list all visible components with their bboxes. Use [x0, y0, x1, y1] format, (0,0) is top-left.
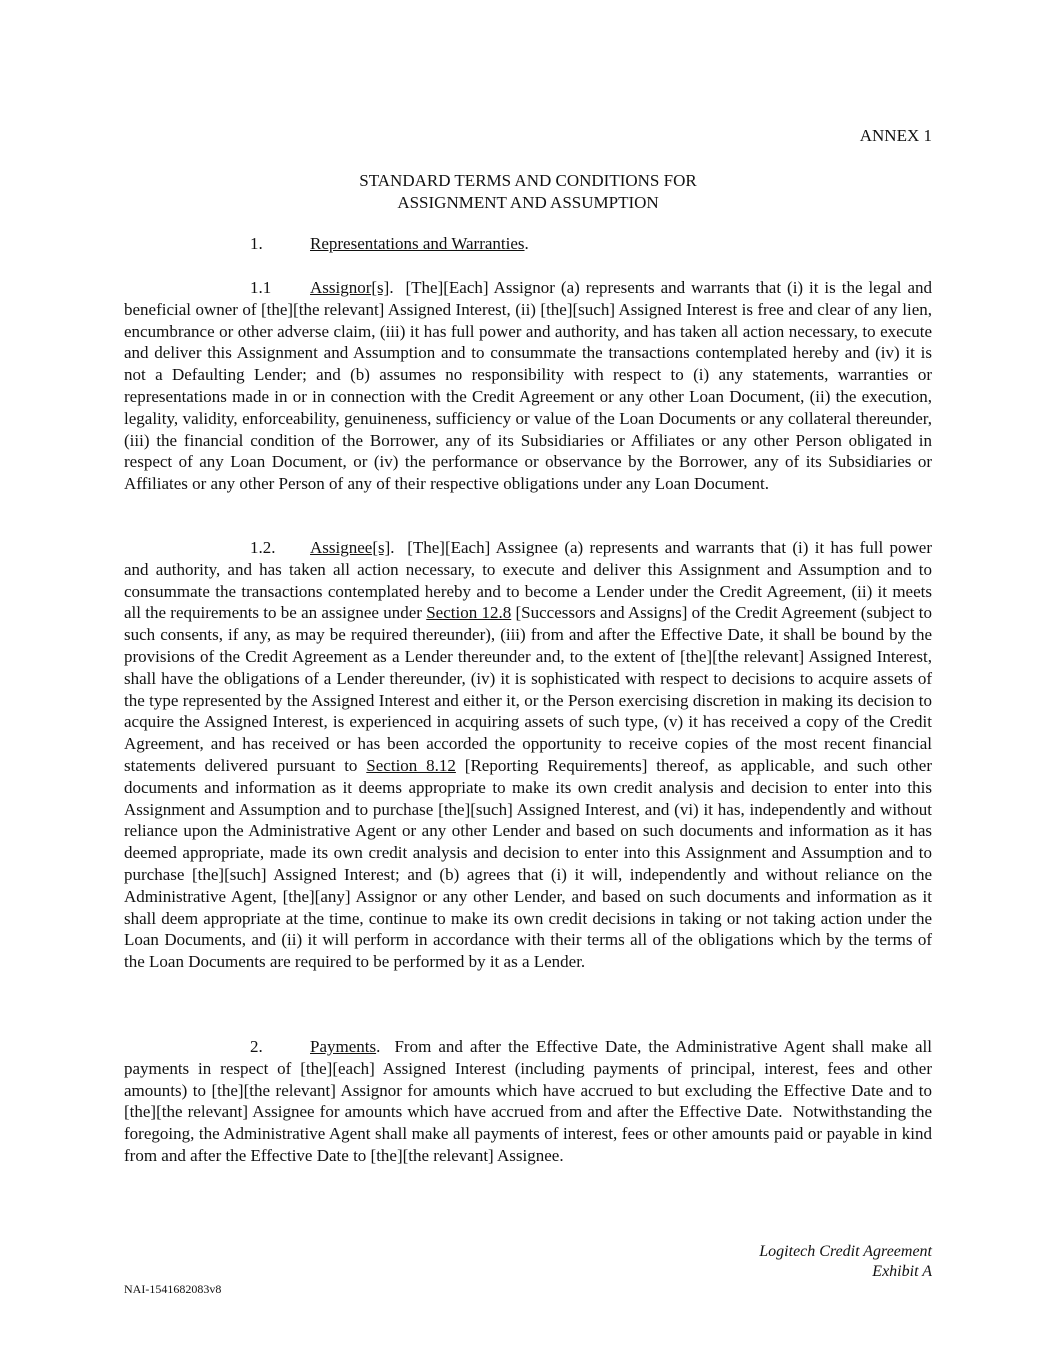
- paragraph-1-2-text-b: [Successors and Assigns] of the Credit Agreement (subject to such consents, if any, as may be required thereunder), (iii) from and after the Effective Date, it shall be bound by the provisions of the Credit Agreement as a Lender thereunder and, to the extent of [the][the relevant] Assigned Interest, shall have the obligations of a Lender thereunder, (iv) it is sophisticated with respect to decisions to acquire assets of the type represented by the Assigned Interest and either it, or the Person exercising discretion in making its decision to acquire the Assigned Interest, is experienced in acquiring assets of such type, (v) it has received a copy of the Credit Agreement, and has received or has been accorded the opportunity to receive copies of the most recent financial statements delivered pursuant to: [124, 603, 933, 775]
- document-title: [124, 170, 932, 213]
- paragraph-1-2: [124, 537, 937, 973]
- footer-agreement-label: [759, 1242, 932, 1282]
- paragraph-1-2-heading-end: .: [390, 538, 395, 557]
- footer-line-1: Logitech Credit Agreement: [759, 1243, 932, 1260]
- paragraph-1-1-number: 1.1: [250, 278, 272, 297]
- document-id: NAI-1541682083v8: [124, 1282, 222, 1296]
- title-line-1: STANDARD TERMS AND CONDITIONS FOR: [359, 171, 697, 190]
- document-page: [124, 0, 937, 1365]
- paragraph-2: [124, 1036, 937, 1167]
- paragraph-2-number: 2.: [250, 1037, 263, 1056]
- paragraph-1-1-heading: Assignor[s]: [310, 278, 390, 297]
- section-1-heading: [250, 233, 529, 255]
- annex-label: ANNEX 1: [859, 126, 932, 145]
- paragraph-1-1-heading-end: .: [389, 278, 394, 297]
- footer-line-2: Exhibit A: [872, 1263, 932, 1280]
- paragraph-1-1: [124, 277, 937, 495]
- section-1-number: 1.: [250, 234, 263, 253]
- section-1-title-end: .: [524, 234, 529, 253]
- paragraph-2-heading-end: .: [376, 1037, 381, 1056]
- paragraph-1-2-text-c: [Reporting Requirements] thereof, as applicable, and such other documents and information as it deems appropriate to make its own credit analysis and decision to enter into this Assignment and Assumption and to purchase [the][such] Assigned Interest, and (vi) it has, independently and without reliance upon the Administrative Agent or any other Lender and based on such documents and information as it has deemed appropriate, made its own credit analysis and decision to enter into this Assignment and Assumption and to purchase [the][such] Assigned Interest; and (b) agrees that (i) it will, independently and without reliance on the Administrative Agent, [the][any] Assignor or any other Lender, and based on such documents and information as it shall deem appropriate at the time, continue to make its own credit decisions in taking or not taking action under the Loan Documents, and (ii) it will perform in accordance with their terms all of the obligations which by the terms of the Loan Documents are required to be performed by it as a Lender.: [124, 755, 932, 972]
- paragraph-2-heading: Payments: [310, 1037, 377, 1056]
- paragraph-1-2-number: 1.2.: [250, 538, 276, 557]
- section-8-12-reference: Section 8.12: [366, 755, 456, 775]
- paragraph-1-1-text: [The][Each] Assignor (a) represents and warrants that (i) it is the legal and beneficial owner of [the][the relevant] Assigned Interest, (ii) [the][such] Assigned Interest is free and clear of any lien, encumbrance or other adverse claim, (iii) it has full power and authority, and has taken all action necessary, to execute and deliver this Assignment and Assumption and to consummate the transactions contemplated hereby and (iv) it is not a Defaulting Lender; and (b) assumes no responsibility with respect to (i) any statements, warranties or representations made in or in connection with the Credit Agreement or any other Loan Document, (ii) the execution, legality, validity, enforceability, genuineness, sufficiency or value of the Loan Documents or any collateral thereunder, (iii) the financial condition of the Borrower, any of its Subsidiaries or Affiliates or any other Person obligated in respect of any Loan Document, or (iv) the performance or observance by the Borrower, any of its Subsidiaries or Affiliates or any other Person of any of their respective obligations under any Loan Document.: [124, 278, 937, 494]
- paragraph-1-2-text-a: [The][Each] Assignee (a) represents and warrants that (i) it has full power and authority, and has taken all action necessary, to execute and deliver this Assignment and Assumption and to consummate the transactions contemplated hereby and to become a Lender under the Credit Agreement, (ii) it meets all the requirements to be an assignee under: [124, 538, 937, 623]
- title-line-2: ASSIGNMENT AND ASSUMPTION: [397, 192, 659, 212]
- section-12-8-reference: Section 12.8: [426, 603, 512, 623]
- section-1-title: Representations and Warranties: [310, 234, 525, 253]
- paragraph-1-2-heading: Assignee[s]: [310, 538, 391, 557]
- paragraph-2-text: From and after the Effective Date, the Administrative Agent shall make all payments in respect of [the][each] Assigned Interest (including payments of principal, interest, fees and other amounts) to [the][the relevant] Assignor for amounts which have accrued to but excluding the Effective Date and to [the][the relevant] Assignee for amounts which have accrued from and after the Effective Date. Notwithstanding the foregoing, the Administrative Agent shall make all payments of interest, fees or other amounts paid or payable in kind from and after the Effective Date to [the][the relevant] Assignee.: [124, 1037, 937, 1165]
